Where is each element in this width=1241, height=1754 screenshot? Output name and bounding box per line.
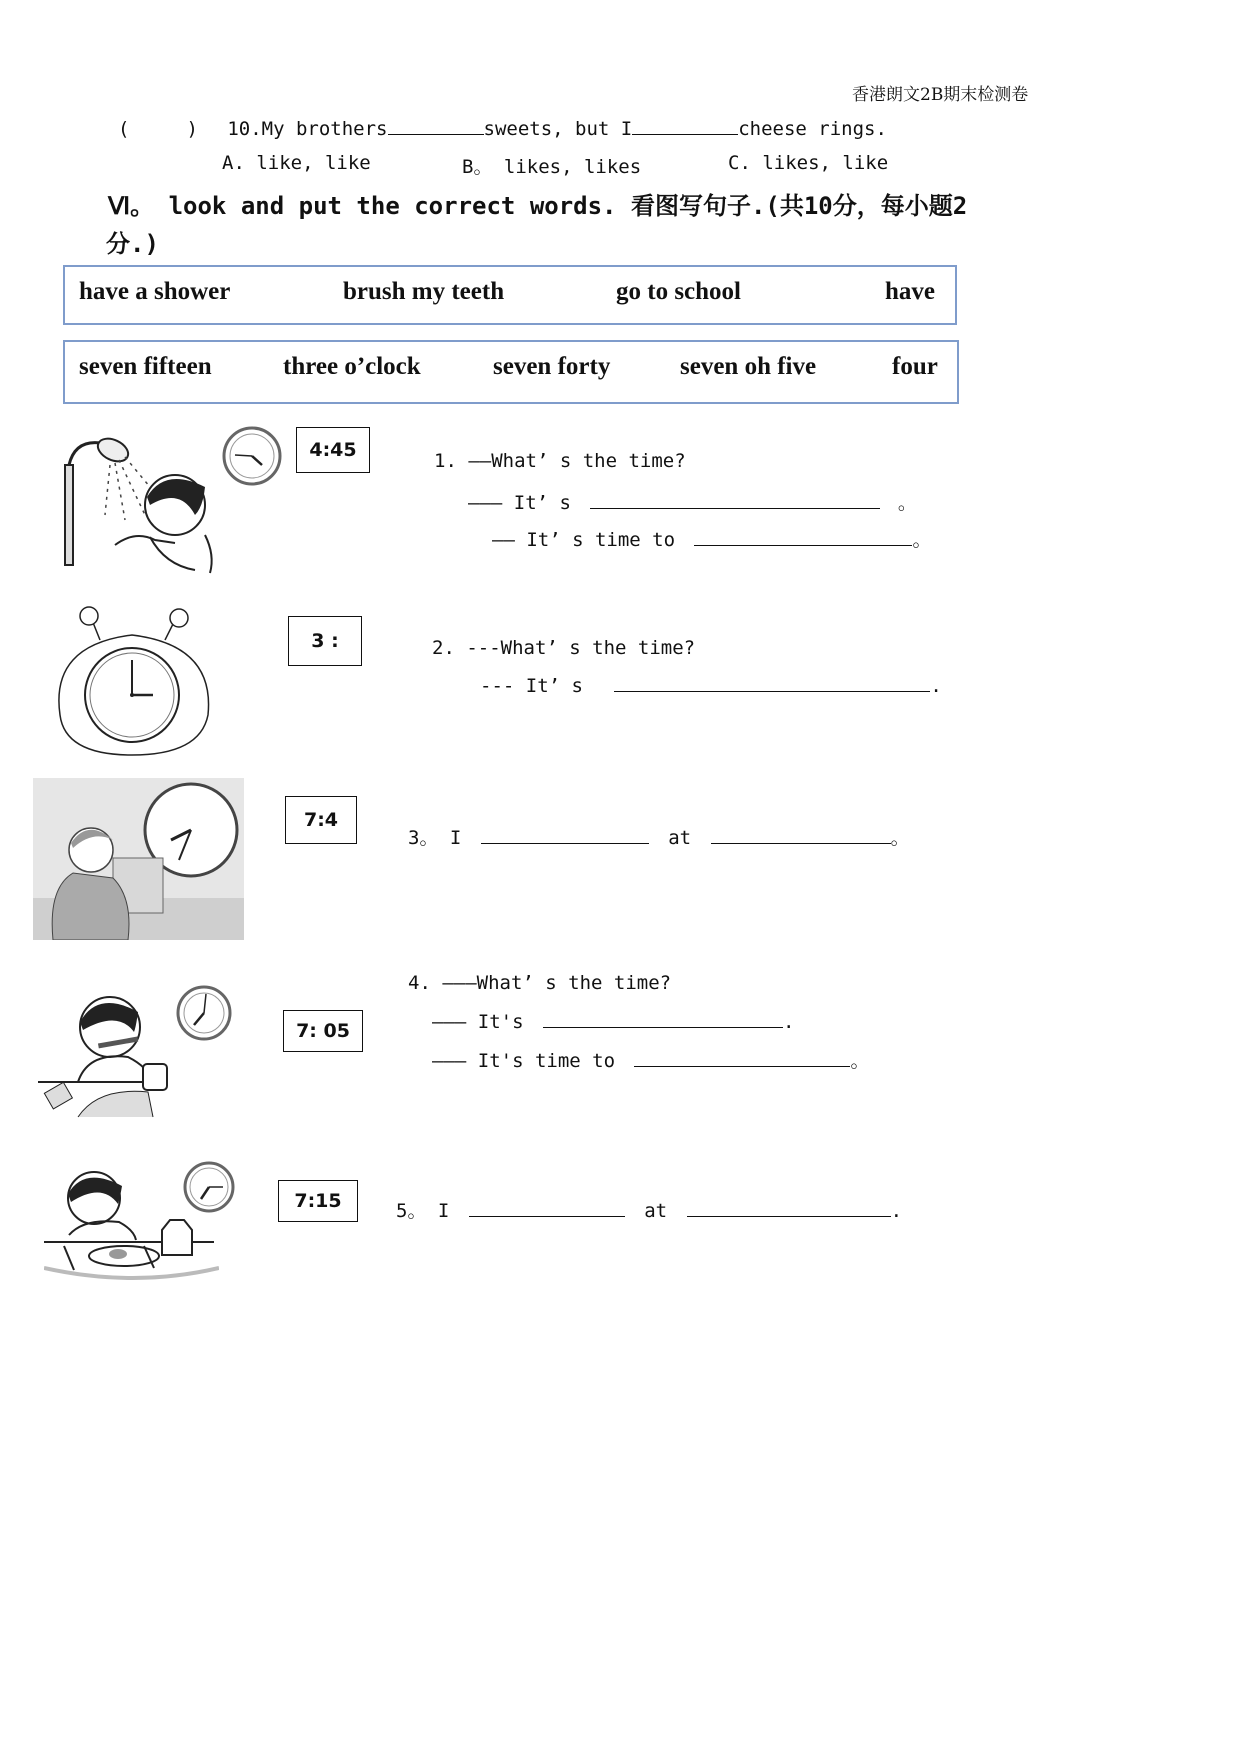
q10-stem-b: sweets, but I [483, 118, 633, 140]
item1-answer-line: ——— It’ s 。 [468, 492, 917, 514]
clock-icon-445 [221, 425, 283, 487]
q10-stem-c: cheese rings. [738, 118, 887, 140]
time-box-2: 3 : [288, 616, 362, 666]
word-bank-times [63, 340, 959, 404]
word-have-a-shower: have a shower [79, 278, 231, 305]
word-four: four [892, 353, 938, 380]
item5-sentence: 5。 I at . [396, 1200, 903, 1222]
word-brush-my-teeth: brush my teeth [343, 278, 505, 305]
item4-activity-line: ——— It's time to 。 [432, 1050, 870, 1072]
word-bank-activities [63, 265, 957, 325]
q10-blank-2[interactable] [632, 116, 738, 135]
section-title-line1: Ⅵ。 look and put the correct words. 看图写句子.(共10分，每小题2 [108, 192, 968, 220]
item4-question: 4. ———What’ s the time? [408, 972, 672, 994]
document-header: 香港朗文2B期末检测卷 [852, 85, 1029, 105]
clock-icon-705 [176, 985, 232, 1041]
item3-blank-activity[interactable] [481, 825, 649, 844]
q10-stem-a: 10.My brothers [227, 118, 388, 140]
item1-activity-line: —— It’ s time to 。 [492, 529, 932, 551]
item2-question: 2. ---What’ s the time? [432, 637, 696, 659]
q10-blank-1[interactable] [388, 116, 484, 135]
word-go-to-school: go to school [616, 278, 741, 305]
item5-blank-activity[interactable] [469, 1198, 625, 1217]
q10-option-b: B。 likes, likes [462, 156, 642, 178]
item5-blank-time[interactable] [687, 1198, 891, 1217]
item4-blank-time[interactable] [543, 1009, 783, 1028]
time-box-4: 7: 05 [283, 1010, 363, 1052]
item4-blank-activity[interactable] [634, 1048, 850, 1067]
q10-option-c: C. likes, like [728, 152, 889, 174]
section-title-line2: 分.) [106, 230, 159, 258]
time-box-1: 4:45 [296, 427, 370, 473]
item2-answer-line: --- It’ s . [480, 675, 942, 697]
time-box-3: 7:4 [285, 796, 357, 844]
alarm-clock-illustration [50, 605, 215, 760]
answer-bracket: ( ) [118, 118, 198, 140]
time-box-5: 7:15 [278, 1180, 358, 1222]
q10-option-a: A. like, like [222, 152, 371, 174]
item3-blank-time[interactable] [711, 825, 891, 844]
word-seven-forty: seven forty [493, 353, 611, 380]
item1-blank-activity[interactable] [694, 527, 912, 546]
item1-question: 1. ——What’ s the time? [434, 450, 686, 472]
word-seven-oh-five: seven oh five [680, 353, 817, 380]
clock-icon-715 [183, 1161, 235, 1213]
item3-sentence: 3。 I at 。 [408, 827, 910, 849]
item4-answer-line: ——— It's . [432, 1011, 795, 1033]
item1-blank-time[interactable] [590, 490, 880, 509]
word-three-oclock: three o’clock [283, 353, 421, 380]
go-to-school-illustration [33, 778, 244, 940]
word-seven-fifteen: seven fifteen [79, 353, 212, 380]
question-10 [118, 114, 887, 141]
word-have: have [885, 278, 935, 305]
item2-blank-time[interactable] [614, 673, 930, 692]
